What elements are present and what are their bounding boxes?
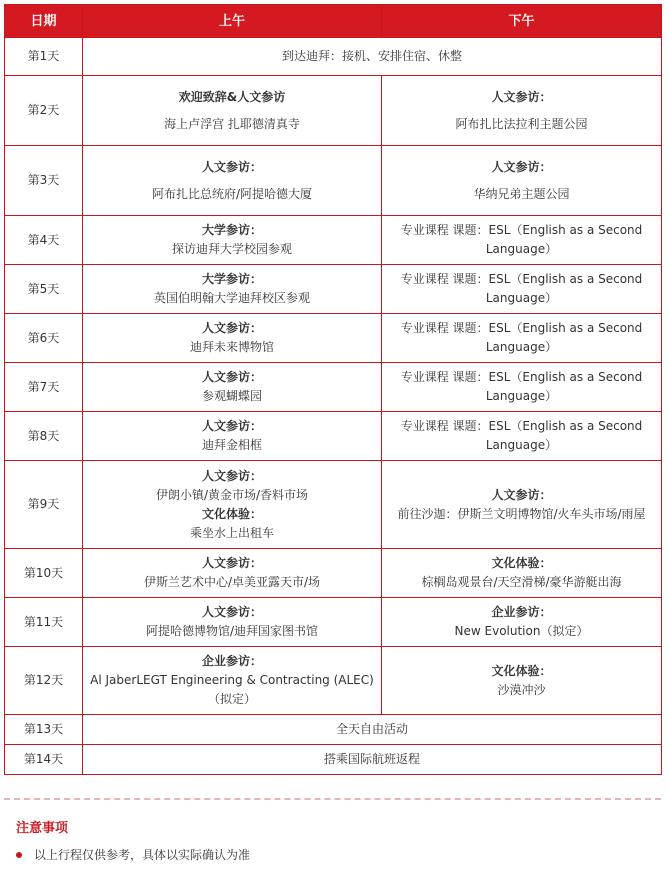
pm-cell (382, 314, 662, 363)
table-row (5, 363, 662, 412)
full-day-cell: 到达迪拜：接机、安排住宿、休整 (83, 38, 662, 76)
pm-cell (382, 647, 662, 715)
table-row (5, 76, 662, 146)
day-cell: 第7天 (5, 363, 83, 412)
day-cell: 第10天 (5, 549, 83, 598)
am-cell (83, 598, 382, 647)
cell-title: 人文参访： (201, 321, 262, 335)
cell-title: 欢迎致辞&人文参访 (178, 89, 286, 104)
cell-text: 专业课程 课题：ESL（English as a Second Language） (400, 272, 643, 305)
cell-line: 参观蝴蝶园 (201, 389, 262, 403)
cell-text: 专业课程 课题：ESL（English as a Second Language） (400, 419, 643, 452)
day-cell: 第6天 (5, 314, 83, 363)
table-row (5, 461, 662, 549)
pm-cell (382, 598, 662, 647)
cell-line: Al JaberLEGT Engineering & Contracting (ALEC)（拟定） (90, 673, 374, 706)
am-cell (83, 216, 382, 265)
itinerary-table (4, 4, 662, 775)
day-cell: 第4天 (5, 216, 83, 265)
am-cell (83, 314, 382, 363)
day-cell: 第9天 (5, 461, 83, 549)
day-cell: 第8天 (5, 412, 83, 461)
table-row (5, 647, 662, 715)
cell-title: 企业参访： (201, 654, 262, 668)
table-header-row (5, 5, 662, 38)
notes-title: 注意事项 (16, 821, 69, 836)
day-cell: 第11天 (5, 598, 83, 647)
cell-title: 人文参访： (491, 159, 552, 174)
bullet-icon (16, 852, 22, 858)
pm-cell (382, 265, 662, 314)
cell-title: 文化体验： (491, 556, 552, 570)
cell-title: 企业参访： (491, 605, 552, 619)
cell-line: 伊朗小镇/黄金市场/香料市场 (155, 487, 309, 502)
cell-title: 人文参访： (201, 605, 262, 619)
day-cell: 第3天 (5, 146, 83, 216)
cell-line: 前往沙迦：伊斯兰文明博物馆/火车头市场/雨屋 (397, 506, 646, 521)
cell-title: 人文参访： (491, 487, 552, 502)
cell-text: 专业课程 课题：ESL（English as a Second Language） (400, 223, 643, 256)
am-cell (83, 412, 382, 461)
table-row (5, 412, 662, 461)
pm-cell (382, 549, 662, 598)
itinerary-body (5, 38, 662, 775)
pm-cell (382, 216, 662, 265)
cell-line: 华纳兄弟主题公园 (473, 186, 570, 201)
cell-title: 人文参访： (201, 370, 262, 384)
cell-line: 英国伯明翰大学迪拜校区参观 (153, 291, 310, 305)
day-cell: 第5天 (5, 265, 83, 314)
day-cell: 第1天 (5, 38, 83, 76)
day-cell: 第2天 (5, 76, 83, 146)
cell-line: 海上卢浮宫 扎耶德清真寺 (164, 116, 300, 131)
table-row (5, 38, 662, 76)
cell-title: 大学参访： (201, 223, 262, 237)
pm-cell (382, 76, 662, 146)
table-row (5, 715, 662, 745)
day-cell: 第12天 (5, 647, 83, 715)
table-row (5, 745, 662, 775)
table-row (5, 146, 662, 216)
cell-text: 专业课程 课题：ESL（English as a Second Language） (400, 321, 643, 354)
pm-cell (382, 412, 662, 461)
cell-title: 人文参访： (201, 556, 262, 570)
am-cell (83, 363, 382, 412)
table-row (5, 549, 662, 598)
cell-line: 探访迪拜大学校园参观 (171, 242, 292, 256)
cell-line: 阿布扎比总统府/阿提哈德大厦 (151, 186, 313, 201)
cell-line: 沙漠冲沙 (497, 682, 546, 697)
cell-title: 文化体验： (491, 663, 552, 678)
header-pm: 下午 (382, 5, 662, 38)
cell-title: 人文参访： (491, 89, 552, 104)
table-row (5, 598, 662, 647)
am-cell (83, 265, 382, 314)
table-row (5, 216, 662, 265)
cell-title: 大学参访： (201, 272, 262, 286)
header-day: 日期 (5, 5, 83, 38)
full-day-cell: 搭乘国际航班返程 (83, 745, 662, 775)
cell-title: 文化体验： (201, 506, 262, 521)
full-day-cell: 全天自由活动 (83, 715, 662, 745)
am-cell (83, 76, 382, 146)
cell-text: 专业课程 课题：ESL（English as a Second Language） (400, 370, 643, 403)
day-cell: 第14天 (5, 745, 83, 775)
notes-item-text: 以上行程仅供参考，具体以实际确认为准 (34, 848, 251, 862)
am-cell (83, 647, 382, 715)
cell-title: 人文参访： (201, 159, 262, 174)
pm-cell (382, 461, 662, 549)
cell-line: 棕榈岛观景台/天空滑梯/豪华游艇出海 (421, 575, 622, 589)
cell-line: 阿布扎比法拉利主题公园 (455, 116, 588, 131)
notes-divider (4, 798, 661, 800)
am-cell (83, 549, 382, 598)
cell-title: 人文参访： (201, 419, 262, 433)
am-cell (83, 461, 382, 549)
cell-title: 人文参访： (201, 468, 262, 483)
am-cell (83, 146, 382, 216)
table-row (5, 265, 662, 314)
cell-line: 乘坐水上出租车 (189, 525, 274, 540)
pm-cell (382, 363, 662, 412)
notes-item (16, 846, 250, 863)
cell-line: 迪拜未来博物馆 (189, 340, 274, 354)
cell-line: 阿提哈德博物馆/迪拜国家图书馆 (145, 624, 319, 638)
cell-line: New Evolution（拟定） (454, 624, 589, 638)
day-cell: 第13天 (5, 715, 83, 745)
header-am: 上午 (83, 5, 382, 38)
pm-cell (382, 146, 662, 216)
cell-line: 迪拜金相框 (201, 438, 262, 452)
cell-line: 伊斯兰艺术中心/卓美亚露天市/场 (143, 575, 321, 589)
table-row (5, 314, 662, 363)
